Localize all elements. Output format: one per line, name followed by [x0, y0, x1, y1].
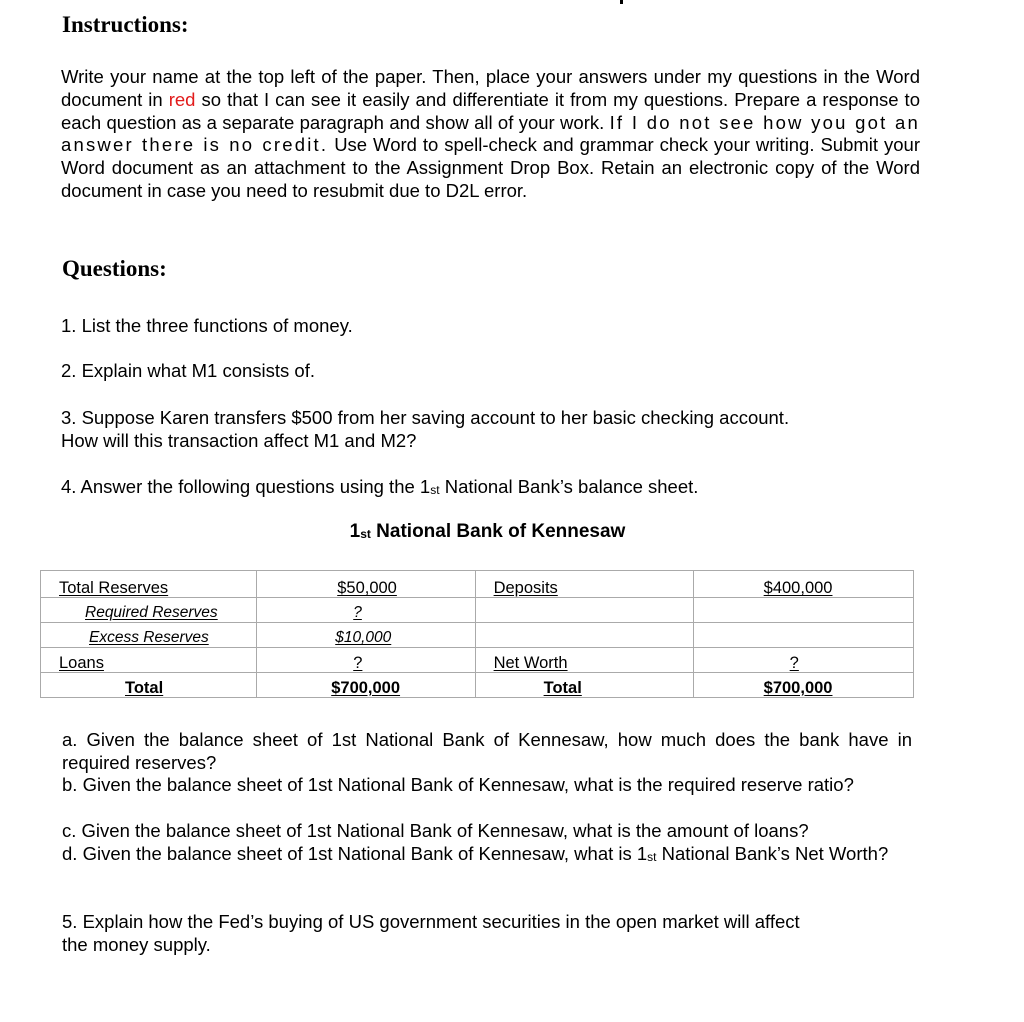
instructions-paragraph: Write your name at the top left of the paper. Then, place your answers under my questions in the Word document in red so that I can see it easily and differentiate it from my questions. Prepare a response to each question as a separate paragraph and show all of your work. If I do not see how you got an answer there is no credit. Use Word to spell-check and grammar check your writing. Submit your Word document as an attachment to the Assignment Drop Box. Retain an electronic copy of the Word document in case you need to resubmit due to D2L error. [61, 66, 920, 201]
asset-value: $10,000 [335, 629, 392, 646]
table-row [41, 623, 914, 648]
asset-label: Loans [59, 654, 104, 672]
table-row [41, 648, 914, 673]
sub-question-c: c. Given the balance sheet of 1st National Bank of Kennesaw, what is the amount of loans? [62, 820, 809, 841]
balance-sheet-table [40, 570, 914, 698]
sub-question-a: a. Given the balance sheet of 1st National Bank of Kennesaw, how much does the bank have in required reserves? [62, 729, 912, 773]
instructions-heading: Instructions: [62, 12, 189, 37]
table-row [41, 673, 914, 698]
liability-label: Net Worth [493, 654, 568, 672]
sub-question-d: d. Given the balance sheet of 1st National Bank of Kennesaw, what is 1st National Bank’s Net Worth? [62, 843, 889, 864]
asset-value: $50,000 [337, 579, 397, 597]
asset-value: ? [353, 654, 363, 672]
liability-label: Deposits [493, 579, 558, 597]
liability-total-label: Total [543, 679, 582, 697]
asset-total-value: $700,000 [331, 679, 401, 697]
questions-heading: Questions: [62, 256, 167, 281]
liability-total-value: $700,000 [763, 679, 833, 697]
page-mark [620, 0, 623, 4]
sub-question-b: b. Given the balance sheet of 1st National Bank of Kennesaw, what is the required reserve ratio? [62, 774, 854, 795]
table-row [41, 598, 914, 623]
question-1: 1. List the three functions of money. [61, 315, 353, 336]
table-row [41, 571, 914, 598]
balance-sheet-title: 1st National Bank of Kennesaw [349, 521, 626, 542]
question-4: 4. Answer the following questions using the 1st National Bank’s balance sheet. [61, 476, 699, 497]
question-2: 2. Explain what M1 consists of. [61, 360, 315, 381]
question-3-line-2: How will this transaction affect M1 and M2? [61, 430, 417, 451]
question-3-line-1: 3. Suppose Karen transfers $500 from her saving account to her basic checking account. [61, 407, 790, 428]
question-5-line-1: 5. Explain how the Fed’s buying of US government securities in the open market will affect [62, 911, 800, 932]
asset-label: Required Reserves [85, 604, 218, 621]
asset-label: Excess Reserves [89, 629, 209, 646]
asset-total-label: Total [125, 679, 164, 697]
question-5-line-2: the money supply. [62, 934, 211, 955]
asset-label: Total Reserves [59, 579, 169, 597]
asset-value: ? [353, 604, 362, 621]
red-word: red [168, 88, 196, 110]
liability-value: $400,000 [763, 579, 833, 597]
liability-value: ? [789, 654, 799, 672]
